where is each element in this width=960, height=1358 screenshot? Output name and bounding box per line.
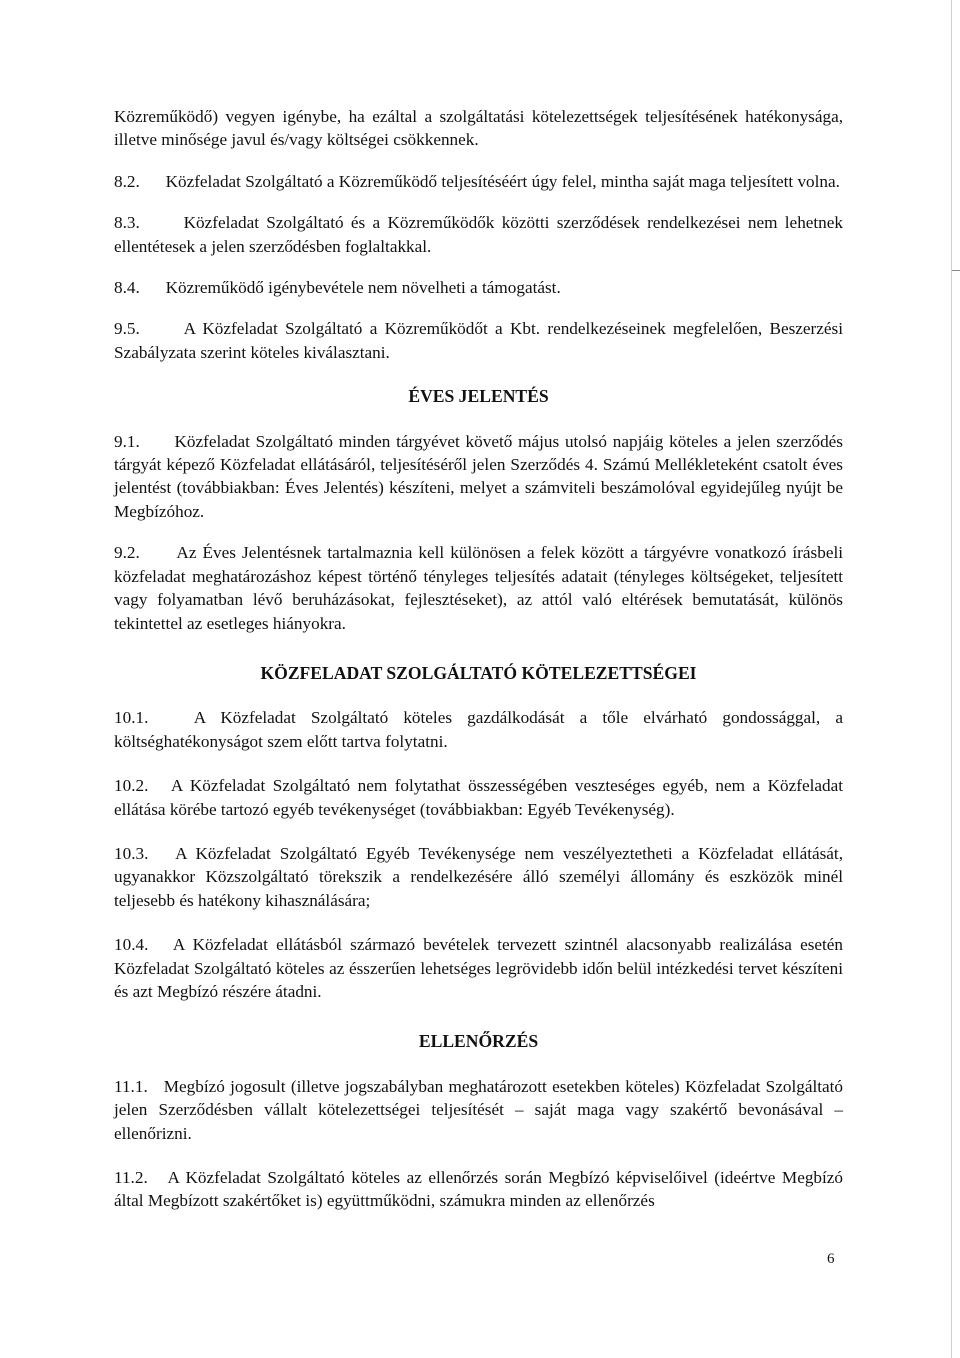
section-number: 10.1. xyxy=(114,708,149,728)
paragraph-11-2 xyxy=(114,1166,843,1213)
heading-ellenorzes: ELLENŐRZÉS xyxy=(418,1031,539,1052)
scan-edge-line xyxy=(951,0,952,1358)
paragraph-text: Közreműködő) vegyen igénybe, ha ezáltal a szolgáltatási kötelezettségek teljesítésének hatékonysága, illetve minősége javul és/vagy költségei csökkennek. xyxy=(114,107,843,150)
section-number: 10.3. xyxy=(114,843,149,863)
paragraph-text: Közfeladat Szolgáltató és a Közreműködők közötti szerződések rendelkezései nem lehetnek ellentétesek a jelen szerződésben foglaltakkal. xyxy=(114,213,844,256)
paragraph-text: A Közfeladat Szolgáltató köteles az ellenőrzés során Megbízó képviselőivel (ideértve Megbízó által Megbízott szakértőket is) együttműködni, számukra minden az ellenőrzés xyxy=(114,1168,844,1211)
paragraph-text: A Közfeladat Szolgáltató köteles gazdálkodását a tőle elvárható gondossággal, a költséghatékonyságot szem előtt tartva folytatni. xyxy=(114,708,843,751)
paragraph-8-2 xyxy=(114,170,843,193)
paragraph-text: A Közfeladat Szolgáltató a Közreműködőt a Kbt. rendelkezéseinek megfelelően, Beszerzési Szabályzata szerint köteles kiválasztani. xyxy=(114,319,844,362)
paragraph-intro xyxy=(114,105,843,152)
section-number: 10.4. xyxy=(114,935,149,955)
paragraph-8-3 xyxy=(114,211,843,258)
paragraph-text: Megbízó jogosult (illetve jogszabályban meghatározott esetekben köteles) Közfeladat Szolgáltató jelen Szerződésben vállalt kötelezettségei teljesítését – saját maga vagy szakértő bevonásával – ellenőrizni. xyxy=(114,1076,844,1143)
heading-kozfeladat-kotelezettsegei: KÖZFELADAT SZOLGÁLTATÓ KÖTELEZETTSÉGEI xyxy=(260,662,697,683)
paragraph-9-2 xyxy=(114,541,843,635)
paragraph-10-4 xyxy=(114,933,843,1003)
paragraph-10-3 xyxy=(114,842,843,912)
section-number: 11.1. xyxy=(114,1076,148,1096)
paragraph-11-1 xyxy=(114,1075,843,1145)
paragraph-9-1 xyxy=(114,430,843,524)
section-number: 11.2. xyxy=(114,1168,148,1187)
section-number: 8.4. xyxy=(114,278,140,298)
page-number: 6 xyxy=(827,1251,835,1267)
paragraph-text: Közreműködő igénybevétele nem növelheti a támogatást. xyxy=(165,278,561,298)
paragraph-text: Közfeladat Szolgáltató a Közreműködő teljesítéséért úgy felel, mintha saját maga teljesített volna. xyxy=(165,171,840,191)
paragraph-text: Közfeladat Szolgáltató minden tárgyévet követő május utolsó napjáig köteles a jelen szerződés tárgyát képező Közfeladat ellátásáról, teljesítéséről jelen Szerződés 4. Számú Mellékleteként csatolt éves jelentést (továbbiakban: Éves Jelentés) készíteni, melyet a számviteli beszámolóval egyidejűleg nyújt be Megbízóhoz. xyxy=(114,431,843,521)
paragraph-10-2 xyxy=(114,774,843,821)
document-body xyxy=(114,105,843,1213)
paragraph-text: Az Éves Jelentésnek tartalmaznia kell különösen a felek között a tárgyévre vonatkozó írásbeli közfeladat meghatározáshoz képest történő tényleges teljesítés adatait (tényleges költségeket, teljesített vagy folyamatban lévő beruházásokat, fejlesztéseket), az attól való eltérések bemutatását, különös tekintettel az esetleges hiányokra. xyxy=(114,543,843,633)
section-number: 9.1. xyxy=(114,431,140,451)
heading-eves-jelentes: ÉVES JELENTÉS xyxy=(408,386,549,407)
section-number: 9.5. xyxy=(114,319,140,339)
paragraph-8-4 xyxy=(114,276,843,299)
section-number: 10.2. xyxy=(114,776,149,796)
scan-edge-tick xyxy=(952,270,960,271)
paragraph-9-5 xyxy=(114,317,843,364)
section-number: 8.3. xyxy=(114,213,140,233)
section-number: 8.2. xyxy=(114,171,140,191)
paragraph-text: A Közfeladat Szolgáltató nem folytathat összességében veszteséges egyéb, nem a Közfeladat ellátása körébe tartozó egyéb tevékenységet (továbbiakban: Egyéb Tevékenység). xyxy=(114,776,843,819)
paragraph-text: A Közfeladat Szolgáltató Egyéb Tevékenysége nem veszélyeztetheti a Közfeladat ellátását, ugyanakkor Közszolgáltató törekszik a rendelkezésére álló személyi állomány és eszközök minél teljesebb és hatékony kihasználására; xyxy=(114,843,843,910)
section-number: 9.2. xyxy=(114,543,140,563)
paragraph-text: A Közfeladat ellátásból származó bevételek tervezett szintnél alacsonyabb realizálása esetén Közfeladat Szolgáltató köteles az ésszerűen lehetséges legrövidebb időn belül intézkedési tervet készíteni és azt Megbízó részére átadni. xyxy=(114,935,844,1001)
paragraph-10-1 xyxy=(114,706,843,753)
